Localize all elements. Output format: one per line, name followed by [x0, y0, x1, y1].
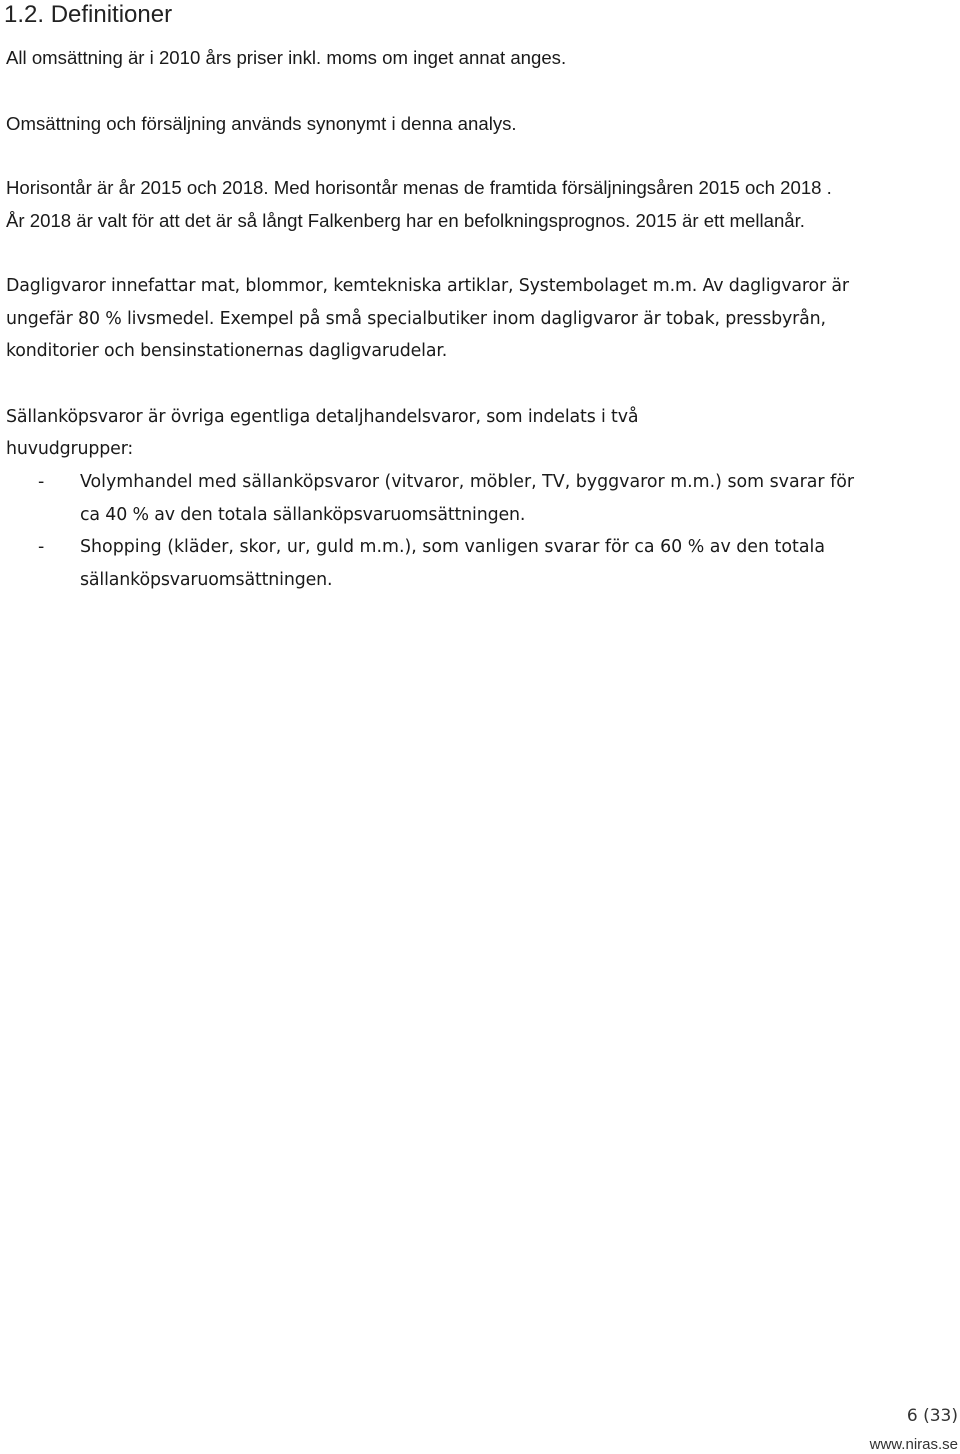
paragraph-horizon-line-1: Horisontår är år 2015 och 2018. Med horisontår menas de framtida försäljningsåren 2015 och 2018 .: [6, 177, 832, 198]
list-item-continuation: ca 40 % av den totala sällanköpsvaruomsättningen.: [80, 505, 526, 525]
section-heading: 1.2. Definitioner: [4, 1, 173, 28]
page-number: 6 (33): [906, 1406, 958, 1426]
footer-website: www.niras.se: [869, 1436, 958, 1453]
paragraph-horizon-line-2: År 2018 är valt för att det är så långt Falkenberg har en befolkningsprognos. 2015 är ett mellanår.: [6, 210, 805, 231]
list-item-text: Volymhandel med sällanköpsvaror (vitvaror, möbler, TV, byggvaror m.m.) som svarar för: [80, 472, 855, 492]
list-bullet-dash: -: [38, 537, 45, 557]
list-item-text: Shopping (kläder, skor, ur, guld m.m.), som vanligen svarar för ca 60 % av den totala: [80, 537, 825, 557]
paragraph-dagligvaror-line-1: Dagligvaror innefattar mat, blommor, kemtekniska artiklar, Systembolaget m.m. Av dagligvaror är: [6, 276, 849, 296]
paragraph-prices: All omsättning är i 2010 års priser inkl. moms om inget annat anges.: [6, 47, 567, 68]
paragraph-dagligvaror-line-2: ungefär 80 % livsmedel. Exempel på små specialbutiker inom dagligvaror är tobak, pressbyrån,: [6, 309, 826, 329]
paragraph-sallankop-line-2: huvudgrupper:: [6, 439, 134, 459]
list-item-continuation: sällanköpsvaruomsättningen.: [80, 570, 333, 590]
paragraph-sallankop-line-1: Sällanköpsvaror är övriga egentliga detaljhandelsvaror, som indelats i två: [6, 407, 639, 427]
paragraph-dagligvaror-line-3: konditorier och bensinstationernas dagligvarudelar.: [6, 341, 448, 361]
paragraph-synonym: Omsättning och försäljning används synonymt i denna analys.: [6, 113, 517, 134]
list-bullet-dash: -: [38, 472, 45, 492]
